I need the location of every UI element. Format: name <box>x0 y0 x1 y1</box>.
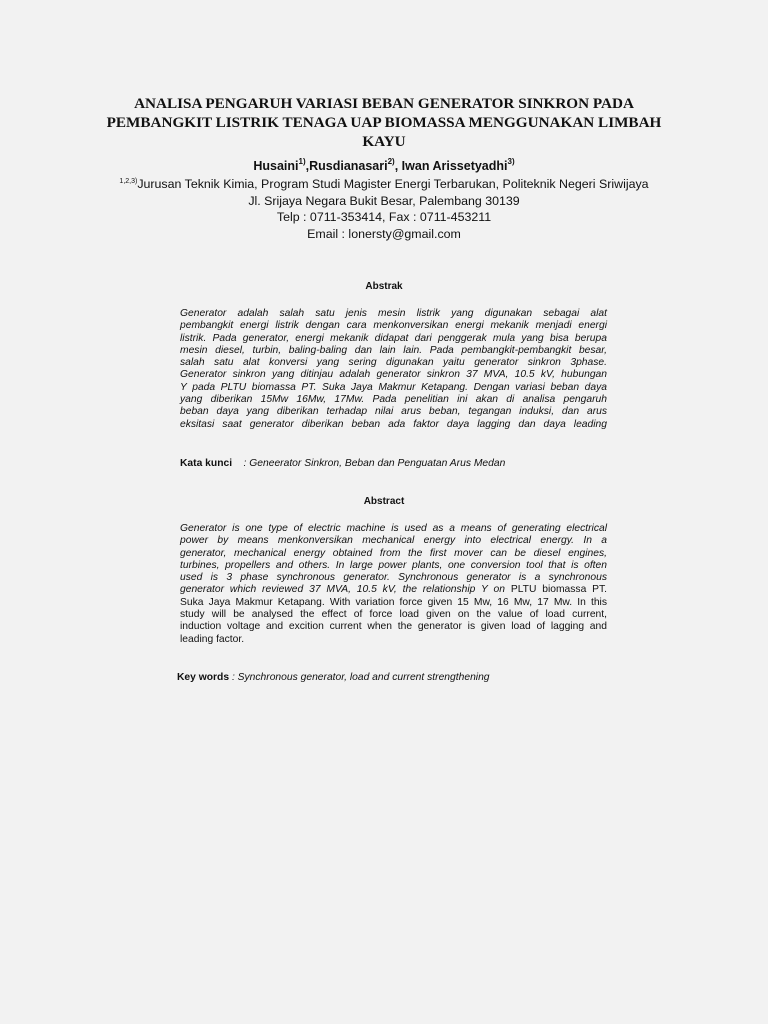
key-words-text: : Synchronous generator, load and current strengthening <box>229 672 490 683</box>
key-words-line <box>177 671 490 684</box>
key-words-label: Key words <box>177 672 230 683</box>
abstrak-line: Y pada PLTU biomassa PT. Suka Jaya Makmur Ketapang. Dengan variasi beban daya <box>180 381 607 393</box>
abstrak-line: Generator adalah salah satu jenis mesin listrik yang digunakan sebagai alat <box>180 308 607 319</box>
affiliation-mark: 1,2,3) <box>119 178 138 185</box>
paper-title <box>90 94 678 151</box>
abstrak-line: mesin diesel, turbin, baling-baling dan lain lain. Pada pembangkit-pembangkit besar, <box>180 344 607 356</box>
abstrak-line: Generator sinkron yang ditinjau adalah generator sinkron 37 MVA, 10.5 kV, hubungan <box>180 369 607 381</box>
abstract-line: study will be analysed the effect of force load given on the value of load current, <box>180 609 607 621</box>
abstract-line-normal-part: PLTU biomassa PT. <box>510 584 607 596</box>
kata-kunci-text: : Geneerator Sinkron, Beban dan Penguatan Arus Medan <box>240 458 506 469</box>
author-name: ,Rusdianasari <box>305 159 388 173</box>
abstrak-line: beban daya yang diberikan terhadap nilai arus beban, tegangan induksi, dan arus <box>180 406 607 418</box>
abstrak-heading: Abstrak <box>365 281 403 292</box>
abstract-line: Suka Jaya Makmur Ketapang. With variation force given 15 Mw, 16 Mw, 17 Mw. In this <box>180 596 607 608</box>
author-mark: 3) <box>507 157 515 166</box>
title-line: PEMBANGKIT LISTRIK TENAGA UAP BIOMASSA MENGGUNAKAN LIMBAH <box>106 114 662 131</box>
author-mark: 1) <box>298 157 306 166</box>
abstrak-line: salah satu alat konversi yang sering digunakan yaitu generator sinkron 3phase. <box>180 357 607 369</box>
abstract-line: Generator is one type of electric machine is used as a means of generating electrical <box>180 523 607 534</box>
abstract-line: leading factor. <box>180 633 245 645</box>
address-line: Jl. Srijaya Negara Bukit Besar, Palembang 30139 <box>248 193 520 208</box>
abstract-line: power by means menkonversikan mechanical energy into electrical energy. In a <box>180 535 607 547</box>
title-line: ANALISA PENGARUH VARIASI BEBAN GENERATOR SINKRON PADA <box>134 95 634 112</box>
abstract-line-italic-part: generator which reviewed 37 MVA, 10.5 kV, the relationship Y on <box>180 584 511 596</box>
abstract-line: turbines, propellers and others. In large power plants, one conversion tool that is often <box>180 559 607 571</box>
author-list <box>0 158 768 174</box>
abstrak-body <box>180 308 607 431</box>
email-line: Email : lonersty@gmail.com <box>307 226 461 241</box>
affiliation-block <box>0 176 768 242</box>
kata-kunci-label: Kata kunci <box>180 458 233 469</box>
abstract-line: induction voltage and excition current when the generator is given load of lagging and <box>180 621 607 633</box>
abstract-heading: Abstract <box>363 496 405 507</box>
abstrak-line: listrik. Pada generator, energi mekanik didapat dari penggerak mula yang bisa berupa <box>180 332 607 344</box>
affiliation-text: Jurusan Teknik Kimia, Program Studi Magister Energi Terbarukan, Politeknik Negeri Sriwijaya <box>137 177 649 191</box>
kata-kunci-line <box>180 457 505 470</box>
abstract-line: generator, mechanical energy obtained from the first mover can be diesel engines, <box>180 547 607 559</box>
author-name: , Iwan Arissetyadhi <box>394 159 508 173</box>
author-mark: 2) <box>387 157 395 166</box>
title-line: KAYU <box>362 133 406 150</box>
abstrak-line: pembangkit energi listrik dengan cara menkonversikan energi mekanik menjadi energi <box>180 320 607 332</box>
abstract-line <box>180 584 607 596</box>
author-name: Husaini <box>253 159 299 173</box>
abstract-body <box>180 523 607 646</box>
abstrak-line: yang diberikan 15Mw 16Mw, 17Mw. Pada penelitian ini akan di analisa pengaruh <box>180 394 607 406</box>
phone-line: Telp : 0711-353414, Fax : 0711-453211 <box>276 210 492 224</box>
abstract-line: used is 3 phase synchronous generator. Synchronous generator is a synchronous <box>180 572 607 584</box>
abstrak-line: eksitasi saat generator diberikan beban ada faktor daya lagging dan daya leading <box>180 418 607 430</box>
affiliation-line <box>0 176 768 193</box>
